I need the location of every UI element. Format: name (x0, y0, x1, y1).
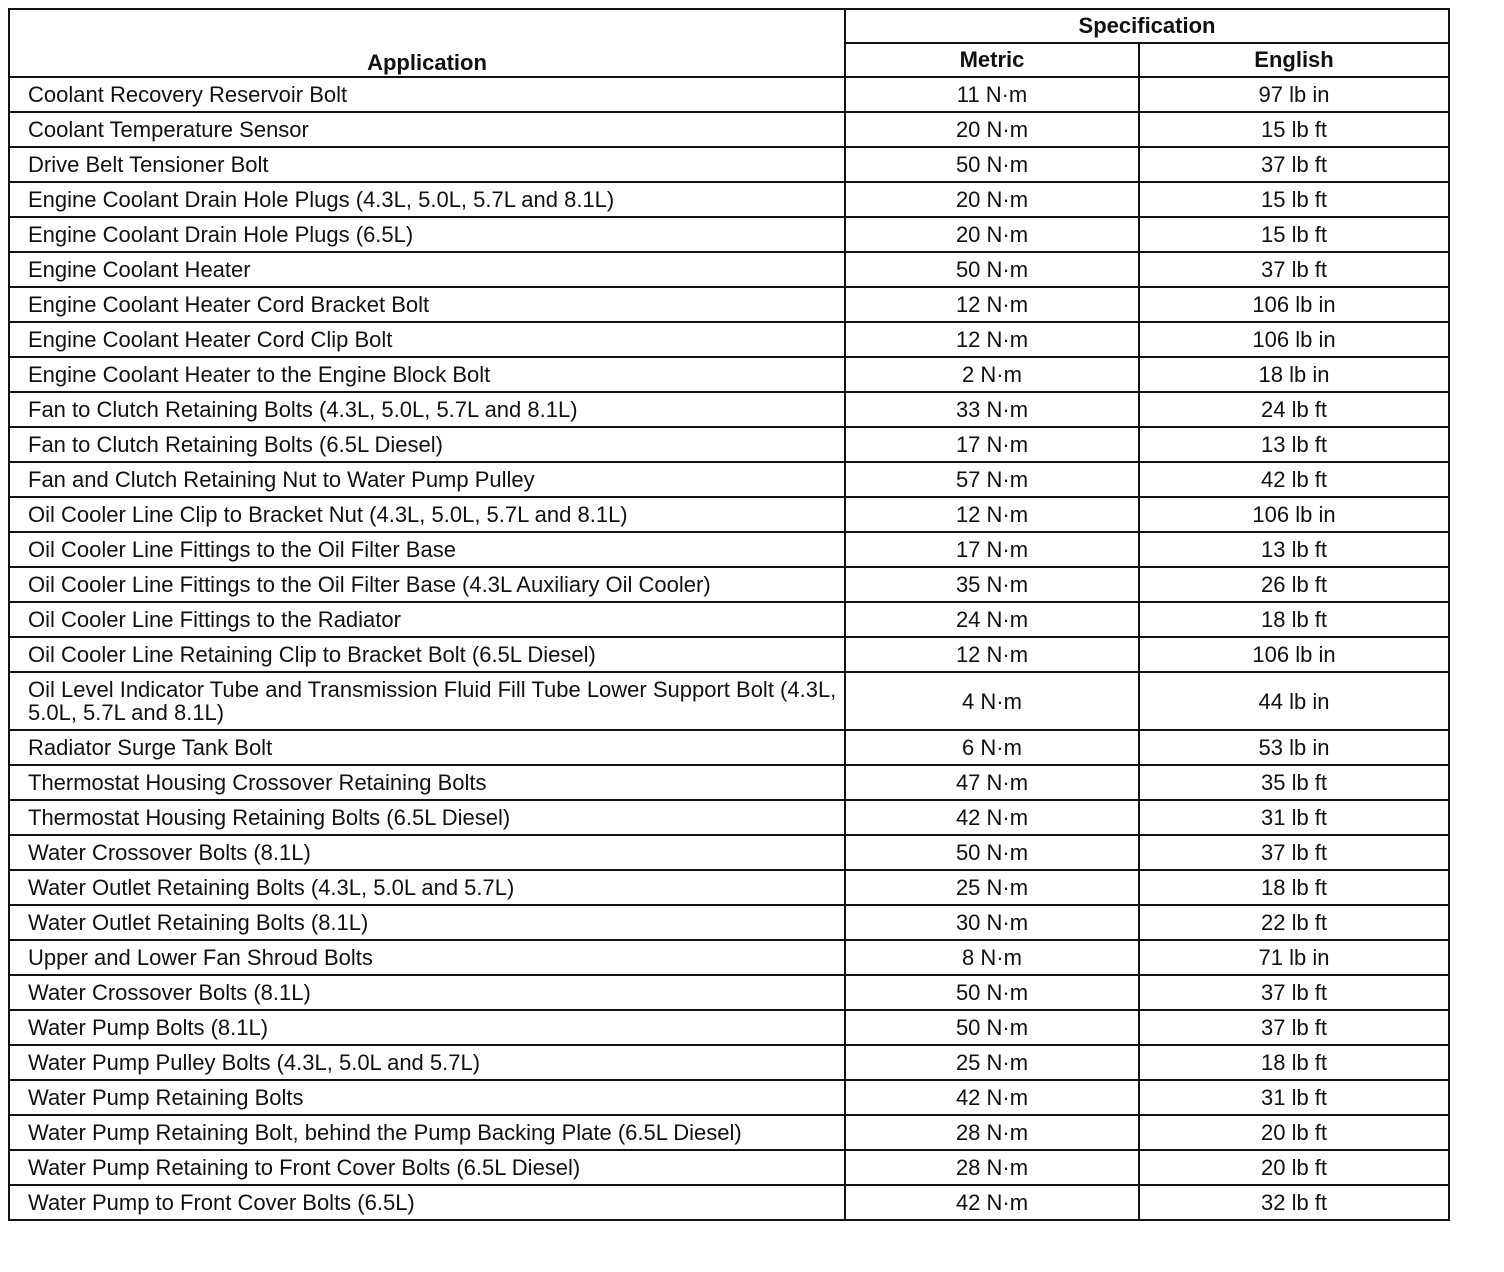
table-row (9, 672, 1449, 730)
english-cell: 37 lb ft (1139, 252, 1449, 287)
metric-cell: 42 N·m (845, 800, 1139, 835)
english-cell: 37 lb ft (1139, 975, 1449, 1010)
metric-cell: 50 N·m (845, 147, 1139, 182)
metric-cell: 12 N·m (845, 497, 1139, 532)
application-cell: Engine Coolant Heater (9, 252, 845, 287)
application-cell: Water Crossover Bolts (8.1L) (9, 975, 845, 1010)
application-cell: Oil Cooler Line Fittings to the Oil Filter Base (9, 532, 845, 567)
english-cell: 18 lb ft (1139, 1045, 1449, 1080)
english-cell: 31 lb ft (1139, 1080, 1449, 1115)
table-row (9, 1185, 1449, 1220)
english-cell: 106 lb in (1139, 637, 1449, 672)
table-row (9, 730, 1449, 765)
english-cell: 106 lb in (1139, 287, 1449, 322)
application-header: Application (9, 9, 845, 77)
application-cell: Water Pump Bolts (8.1L) (9, 1010, 845, 1045)
table-header (9, 9, 1449, 77)
metric-cell: 30 N·m (845, 905, 1139, 940)
english-header: English (1139, 43, 1449, 77)
application-cell: Engine Coolant Drain Hole Plugs (4.3L, 5.0L, 5.7L and 8.1L) (9, 182, 845, 217)
application-cell: Water Pump Retaining Bolt, behind the Pump Backing Plate (6.5L Diesel) (9, 1115, 845, 1150)
table-row (9, 905, 1449, 940)
application-cell: Coolant Temperature Sensor (9, 112, 845, 147)
application-cell: Water Pump Retaining Bolts (9, 1080, 845, 1115)
table-row (9, 1010, 1449, 1045)
metric-cell: 25 N·m (845, 870, 1139, 905)
metric-cell: 42 N·m (845, 1185, 1139, 1220)
table-row (9, 835, 1449, 870)
english-cell: 18 lb in (1139, 357, 1449, 392)
table-row (9, 637, 1449, 672)
english-cell: 22 lb ft (1139, 905, 1449, 940)
metric-cell: 50 N·m (845, 252, 1139, 287)
application-cell: Upper and Lower Fan Shroud Bolts (9, 940, 845, 975)
table-row (9, 567, 1449, 602)
table-row (9, 765, 1449, 800)
application-cell: Water Outlet Retaining Bolts (4.3L, 5.0L and 5.7L) (9, 870, 845, 905)
table-row (9, 1115, 1449, 1150)
metric-cell: 50 N·m (845, 1010, 1139, 1045)
metric-cell: 57 N·m (845, 462, 1139, 497)
application-cell: Oil Level Indicator Tube and Transmission Fluid Fill Tube Lower Support Bolt (4.3L, 5.0L, 5.7L and 8.1L) (9, 672, 845, 730)
application-cell: Water Outlet Retaining Bolts (8.1L) (9, 905, 845, 940)
table-row (9, 147, 1449, 182)
english-cell: 106 lb in (1139, 497, 1449, 532)
application-cell: Coolant Recovery Reservoir Bolt (9, 77, 845, 112)
table-row (9, 462, 1449, 497)
metric-cell: 28 N·m (845, 1115, 1139, 1150)
metric-cell: 50 N·m (845, 975, 1139, 1010)
english-cell: 37 lb ft (1139, 835, 1449, 870)
metric-cell: 12 N·m (845, 637, 1139, 672)
specification-header: Specification (845, 9, 1449, 43)
metric-cell: 17 N·m (845, 532, 1139, 567)
metric-cell: 25 N·m (845, 1045, 1139, 1080)
application-cell: Water Pump Retaining to Front Cover Bolts (6.5L Diesel) (9, 1150, 845, 1185)
english-cell: 37 lb ft (1139, 147, 1449, 182)
table-row (9, 182, 1449, 217)
application-cell: Fan and Clutch Retaining Nut to Water Pump Pulley (9, 462, 845, 497)
application-cell: Water Pump Pulley Bolts (4.3L, 5.0L and 5.7L) (9, 1045, 845, 1080)
table-body (9, 77, 1449, 1220)
english-cell: 32 lb ft (1139, 1185, 1449, 1220)
table-row (9, 112, 1449, 147)
english-cell: 106 lb in (1139, 322, 1449, 357)
english-cell: 18 lb ft (1139, 602, 1449, 637)
table-row (9, 532, 1449, 567)
english-cell: 15 lb ft (1139, 182, 1449, 217)
metric-cell: 35 N·m (845, 567, 1139, 602)
metric-cell: 20 N·m (845, 182, 1139, 217)
application-cell: Drive Belt Tensioner Bolt (9, 147, 845, 182)
table-row (9, 217, 1449, 252)
table-row (9, 1080, 1449, 1115)
english-cell: 24 lb ft (1139, 392, 1449, 427)
table-row (9, 322, 1449, 357)
metric-cell: 24 N·m (845, 602, 1139, 637)
english-cell: 15 lb ft (1139, 217, 1449, 252)
table-row (9, 497, 1449, 532)
english-cell: 13 lb ft (1139, 532, 1449, 567)
english-cell: 71 lb in (1139, 940, 1449, 975)
application-cell: Engine Coolant Drain Hole Plugs (6.5L) (9, 217, 845, 252)
table-row (9, 1045, 1449, 1080)
table-row (9, 427, 1449, 462)
application-cell: Engine Coolant Heater to the Engine Block Bolt (9, 357, 845, 392)
application-cell: Oil Cooler Line Fittings to the Oil Filter Base (4.3L Auxiliary Oil Cooler) (9, 567, 845, 602)
application-cell: Thermostat Housing Crossover Retaining Bolts (9, 765, 845, 800)
table-row (9, 940, 1449, 975)
english-cell: 31 lb ft (1139, 800, 1449, 835)
metric-cell: 6 N·m (845, 730, 1139, 765)
application-cell: Water Pump to Front Cover Bolts (6.5L) (9, 1185, 845, 1220)
application-cell: Fan to Clutch Retaining Bolts (4.3L, 5.0L, 5.7L and 8.1L) (9, 392, 845, 427)
table-row (9, 287, 1449, 322)
table-row (9, 602, 1449, 637)
application-cell: Fan to Clutch Retaining Bolts (6.5L Diesel) (9, 427, 845, 462)
english-cell: 13 lb ft (1139, 427, 1449, 462)
metric-cell: 12 N·m (845, 287, 1139, 322)
metric-cell: 42 N·m (845, 1080, 1139, 1115)
metric-cell: 28 N·m (845, 1150, 1139, 1185)
english-cell: 15 lb ft (1139, 112, 1449, 147)
metric-cell: 4 N·m (845, 672, 1139, 730)
table-row (9, 77, 1449, 112)
english-cell: 20 lb ft (1139, 1150, 1449, 1185)
metric-cell: 17 N·m (845, 427, 1139, 462)
english-cell: 53 lb in (1139, 730, 1449, 765)
english-cell: 18 lb ft (1139, 870, 1449, 905)
metric-cell: 12 N·m (845, 322, 1139, 357)
metric-cell: 20 N·m (845, 217, 1139, 252)
english-cell: 37 lb ft (1139, 1010, 1449, 1045)
metric-cell: 33 N·m (845, 392, 1139, 427)
application-cell: Oil Cooler Line Clip to Bracket Nut (4.3L, 5.0L, 5.7L and 8.1L) (9, 497, 845, 532)
english-cell: 26 lb ft (1139, 567, 1449, 602)
application-cell: Radiator Surge Tank Bolt (9, 730, 845, 765)
english-cell: 44 lb in (1139, 672, 1449, 730)
english-cell: 20 lb ft (1139, 1115, 1449, 1150)
table-row (9, 1150, 1449, 1185)
table-row (9, 252, 1449, 287)
metric-cell: 11 N·m (845, 77, 1139, 112)
application-cell: Engine Coolant Heater Cord Clip Bolt (9, 322, 845, 357)
metric-cell: 20 N·m (845, 112, 1139, 147)
metric-cell: 47 N·m (845, 765, 1139, 800)
metric-cell: 50 N·m (845, 835, 1139, 870)
application-cell: Water Crossover Bolts (8.1L) (9, 835, 845, 870)
english-cell: 35 lb ft (1139, 765, 1449, 800)
table-row (9, 800, 1449, 835)
torque-spec-table (8, 8, 1450, 1221)
table-row (9, 870, 1449, 905)
table-row (9, 975, 1449, 1010)
english-cell: 97 lb in (1139, 77, 1449, 112)
metric-header: Metric (845, 43, 1139, 77)
application-cell: Oil Cooler Line Fittings to the Radiator (9, 602, 845, 637)
application-cell: Thermostat Housing Retaining Bolts (6.5L Diesel) (9, 800, 845, 835)
metric-cell: 8 N·m (845, 940, 1139, 975)
metric-cell: 2 N·m (845, 357, 1139, 392)
table-row (9, 392, 1449, 427)
application-cell: Oil Cooler Line Retaining Clip to Bracket Bolt (6.5L Diesel) (9, 637, 845, 672)
table-row (9, 357, 1449, 392)
application-cell: Engine Coolant Heater Cord Bracket Bolt (9, 287, 845, 322)
english-cell: 42 lb ft (1139, 462, 1449, 497)
